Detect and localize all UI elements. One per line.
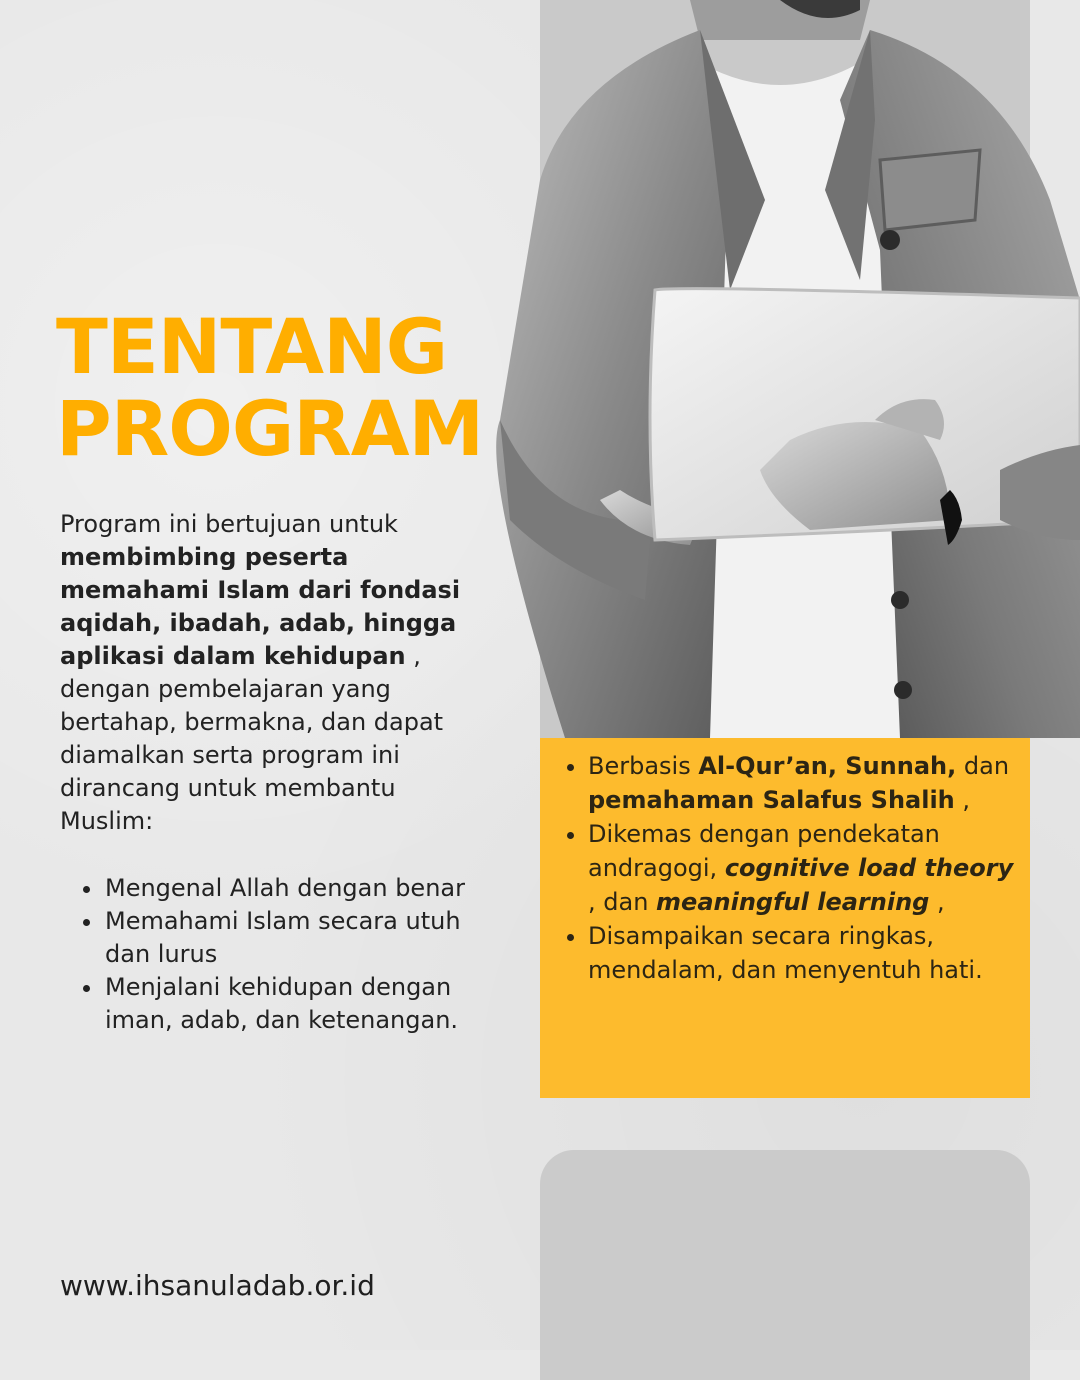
- intro-paragraph: [60, 508, 490, 838]
- feature-1-suffix: ,: [962, 786, 971, 814]
- goal-item-1: • Mengenal Allah dengan benar: [104, 872, 490, 905]
- website-url[interactable]: www.ihsanuladab.or.id: [60, 1269, 375, 1302]
- decorative-bottom-card: [540, 1150, 1030, 1380]
- title-line-1: TENTANG: [56, 306, 448, 391]
- feature-2-suffix: ,: [936, 888, 945, 916]
- intro-text-1: Program ini bertujuan untuk: [60, 510, 398, 538]
- feature-item-2: [588, 817, 1022, 919]
- goal-item-2: • Memahami Islam secara utuh dan lurus: [104, 905, 490, 971]
- title-line-2: PROGRAM: [56, 384, 484, 470]
- features-list: [556, 749, 1022, 987]
- intro-text-2: , dengan pembelajaran yang bertahap, bermakna, dan dapat diamalkan serta program ini dirancang untuk membantu Muslim:: [60, 642, 444, 835]
- feature-item-3: • Disampaikan secara ringkas, mendalam, dan menyentuh hati.: [588, 919, 1022, 987]
- feature-2-emphasis-2: meaningful learning: [656, 888, 930, 916]
- feature-1-prefix: Berbasis: [588, 752, 699, 780]
- feature-2-middle: , dan: [588, 888, 657, 916]
- feature-2-emphasis-1: cognitive load theory: [724, 854, 1014, 882]
- feature-1-strong-1: Al-Qur’an, Sunnah,: [698, 752, 957, 780]
- feature-1-strong-2: pemahaman Salafus Shalih: [588, 786, 955, 814]
- goals-list: [60, 872, 490, 1037]
- man-with-laptop-photo: [480, 0, 1080, 738]
- intro-highlight: membimbing peserta memahami Islam dari fondasi aqidah, ibadah, adab, hingga aplikasi dalam kehidupan: [60, 543, 461, 670]
- feature-1-middle: dan: [963, 752, 1010, 780]
- feature-2-prefix: Dikemas dengan pendekatan andragogi,: [588, 820, 940, 882]
- feature-item-1: [588, 749, 1022, 817]
- page-title: [56, 306, 486, 470]
- goal-item-3: • Menjalani kehidupan dengan iman, adab, dan ketenangan.: [104, 971, 490, 1037]
- man-with-laptop-illustration: [480, 0, 1080, 738]
